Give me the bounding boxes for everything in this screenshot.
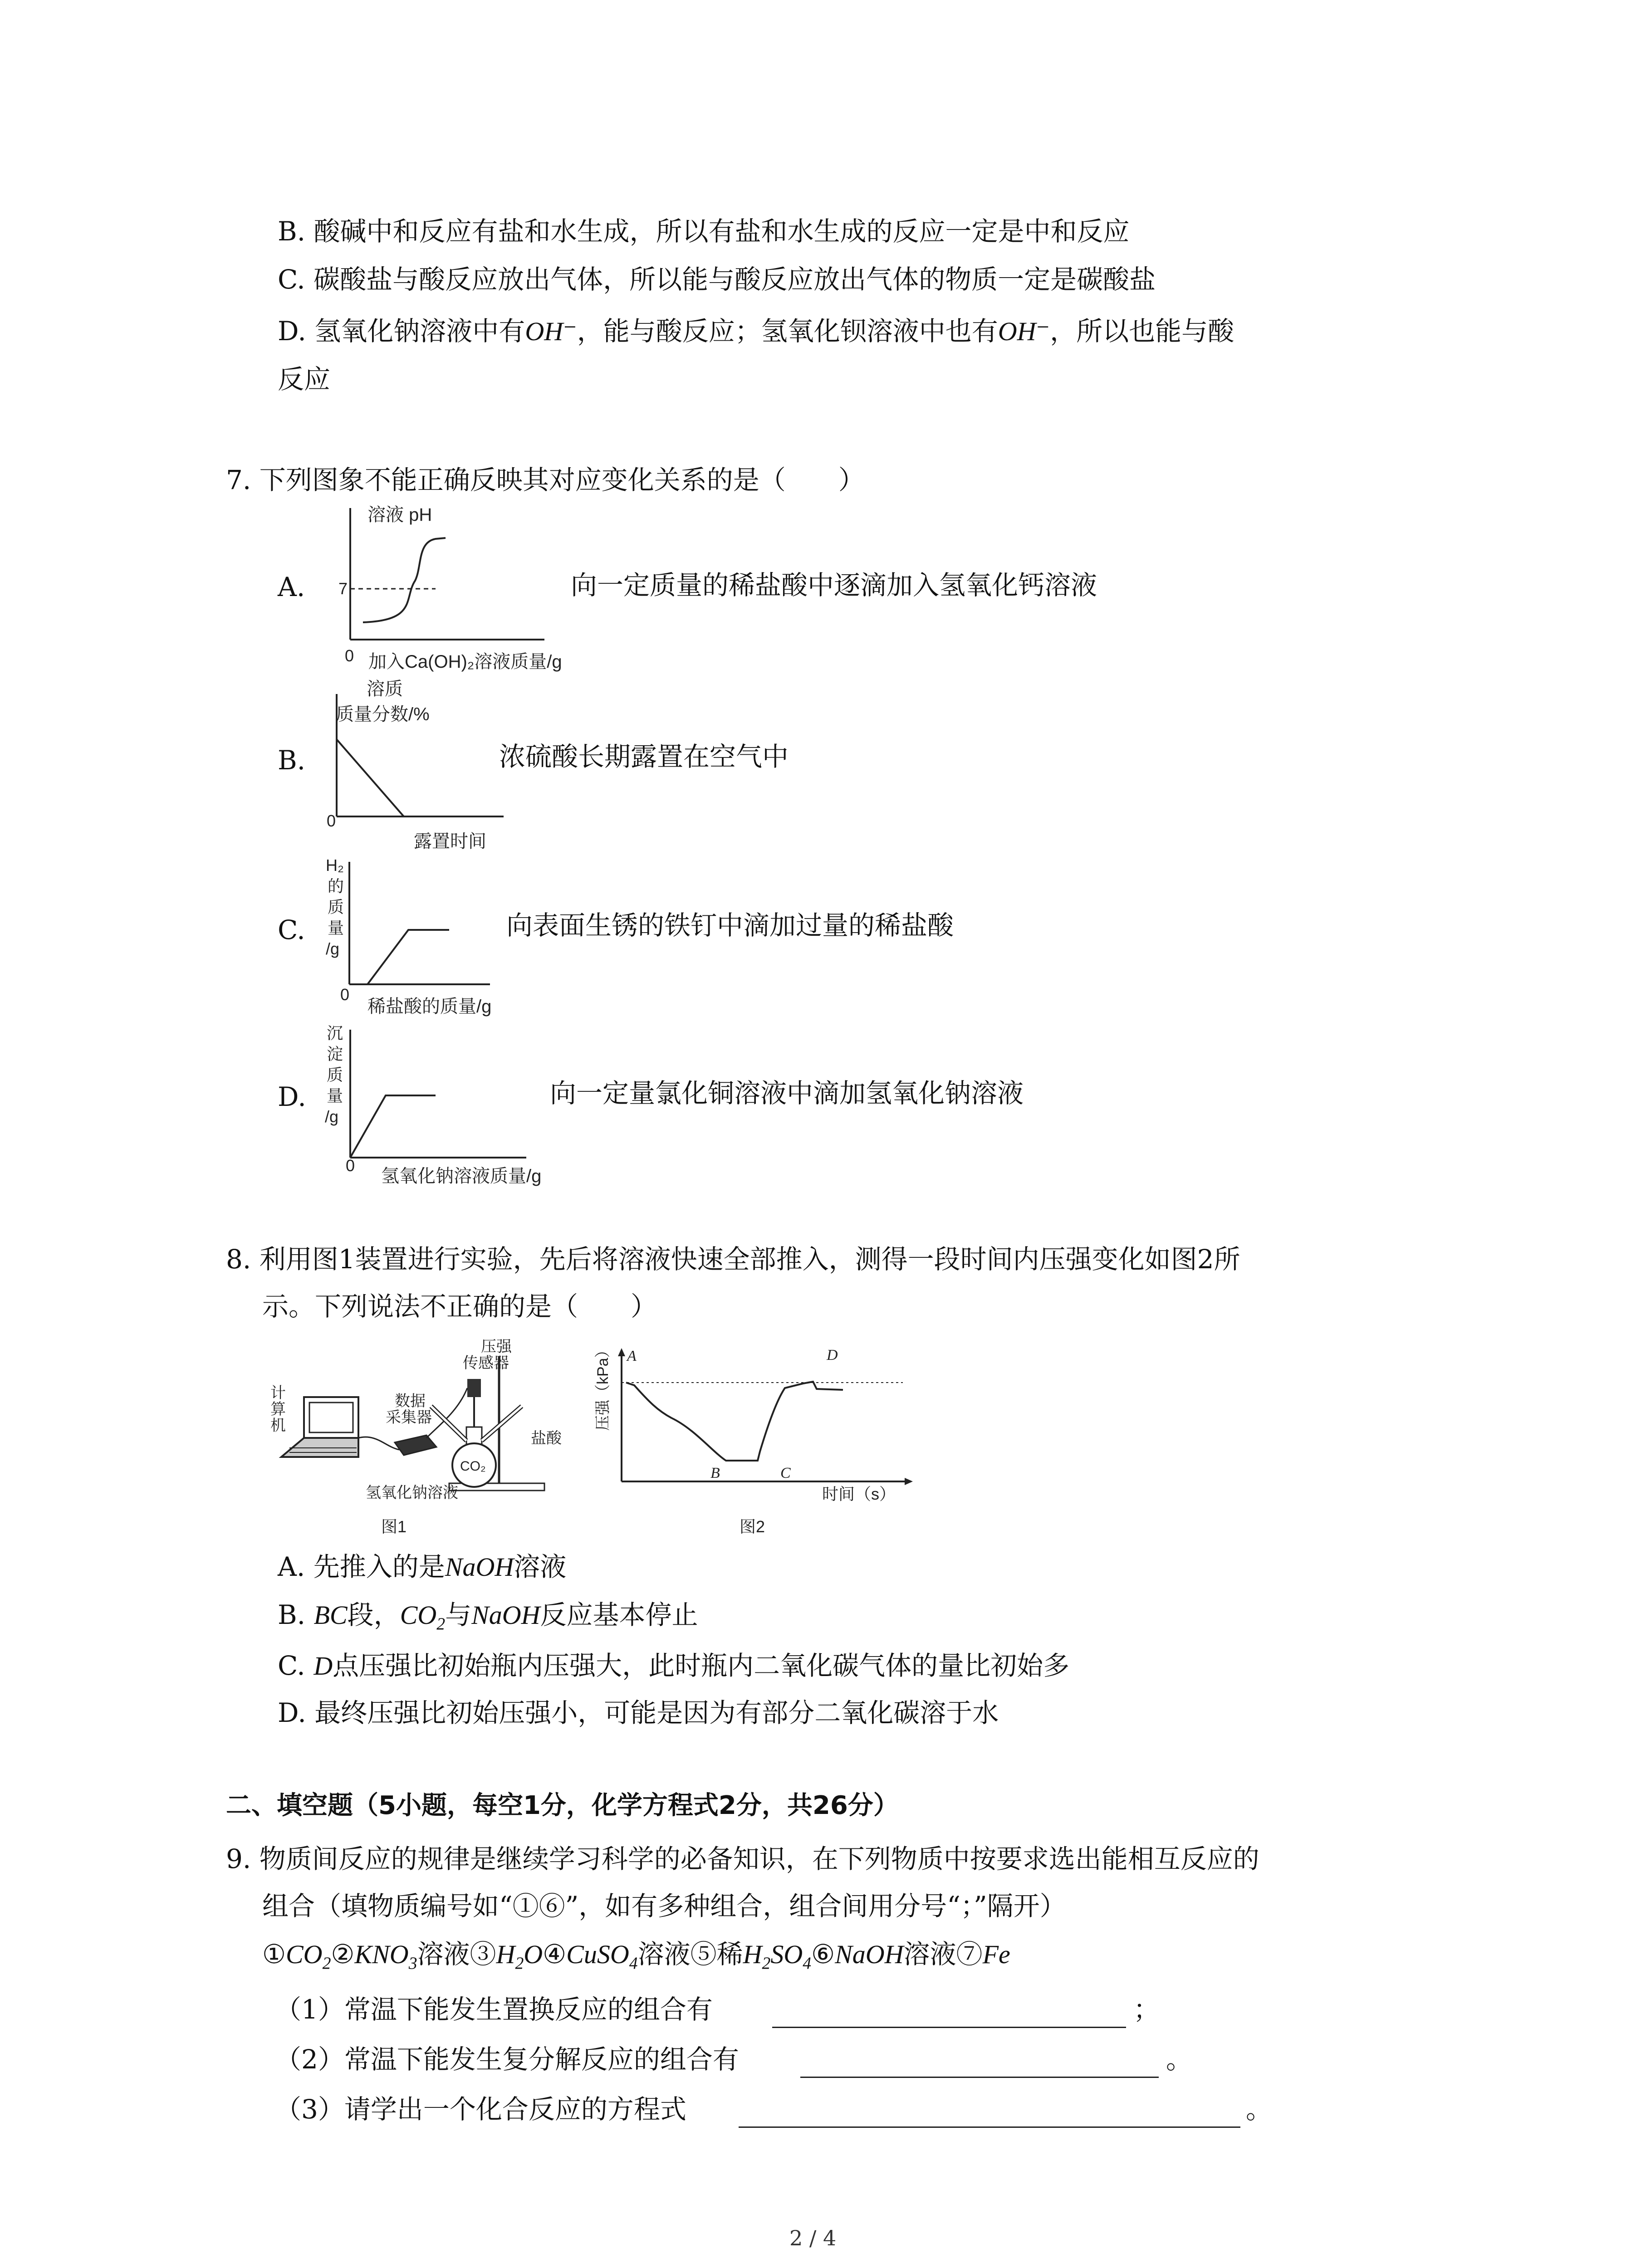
q7-a-origin: 0 (345, 646, 354, 665)
q9-sub2-prompt: （2）常温下能发生复分解反应的组合有 (275, 2044, 739, 2075)
q7-a-y-label: 溶液 pH (367, 505, 432, 525)
q9-sub1-answer-blank[interactable] (772, 2027, 1126, 2028)
q7-b-x-label: 露置时间 (414, 831, 486, 851)
q7-d-y-label-1: 沉 (327, 1024, 343, 1042)
fig1-acid-label: 盐酸 (531, 1430, 562, 1447)
fig2-caption: 图2 (740, 1517, 765, 1536)
q7-b-origin: 0 (327, 811, 336, 830)
q9-sub2-answer-blank[interactable] (800, 2077, 1159, 2078)
q7-option-a-text: 向一定质量的稀盐酸中逐滴加入氢氧化钙溶液 (571, 570, 1097, 601)
q6-option-c: C. 碳酸盐与酸反应放出气体，所以能与酸反应放出气体的物质一定是碳酸盐 (278, 264, 1156, 295)
q9-sub1-end: ； (1133, 1994, 1160, 2025)
q7-d-y-label-4: 量 (327, 1086, 343, 1105)
fig1-computer-label-3: 机 (270, 1417, 286, 1434)
fig1-caption: 图1 (381, 1517, 407, 1536)
fig1-collector-label-2: 采集器 (386, 1409, 432, 1426)
fig2-point-d: D (827, 1347, 838, 1364)
q9-sub2-end: 。 (1166, 2044, 1193, 2075)
syringe-left-icon (431, 1406, 466, 1441)
q7-graph-c (318, 848, 526, 1025)
fig1-sensor-label-2: 传感器 (463, 1354, 509, 1372)
fig1-computer-label-2: 算 (270, 1401, 286, 1418)
fig2-y-label: 压强（kPa） (594, 1342, 612, 1431)
q7-d-y-label-2: 淀 (327, 1045, 343, 1063)
fig1-base-label: 氢氧化钠溶液 (366, 1484, 458, 1501)
q7-option-c-letter: C. (278, 914, 305, 945)
q9-sub3-end: 。 (1246, 2094, 1273, 2125)
q7-option-b-letter: B. (278, 745, 306, 776)
fig2-x-label: 时间（s） (822, 1485, 896, 1503)
q7-a-x-label: 加入Ca(OH)₂溶液质量/g (368, 652, 562, 672)
q8-figure-2-pressure-curve (594, 1338, 921, 1538)
q8-figure-1-apparatus (268, 1338, 603, 1538)
q7-b-y-label-1: 溶质 (367, 679, 403, 699)
q7-c-origin: 0 (340, 985, 350, 1004)
q7-c-x-label: 稀盐酸的质量/g (367, 997, 492, 1017)
q9-sub3-prompt: （3）请学出一个化合反应的方程式 (275, 2094, 686, 2125)
q8-option-a: A. 先推入的是NaOH溶液 (278, 1551, 567, 1582)
q7-option-d-letter: D. (278, 1081, 306, 1112)
q7-option-b-text: 浓硫酸长期露置在空气中 (499, 741, 789, 772)
q7-c-y-label-5: /g (326, 939, 340, 958)
fig1-sensor-label-1: 压强 (481, 1338, 512, 1355)
fig2-point-b: B (710, 1465, 720, 1481)
syringe-right-icon (482, 1406, 522, 1441)
q7-d-x-label: 氢氧化钠溶液质量/g (381, 1166, 542, 1186)
q7-c-y-label-2: 的 (328, 877, 344, 895)
section-2-heading: 二、填空题（5小题，每空1分，化学方程式2分，共26分） (226, 1791, 899, 1820)
q7-graph-a (327, 499, 599, 680)
q8-option-d: D. 最终压强比初始压强小，可能是因为有部分二氧化碳溶于水 (278, 1697, 999, 1728)
fig1-computer-label-1: 计 (270, 1384, 286, 1402)
q7-b-y-label-2: 质量分数/% (336, 704, 430, 724)
q8-option-c: C. D点压强比初始瓶内压强大，此时瓶内二氧化碳气体的量比初始多 (278, 1650, 1070, 1681)
q7-c-y-label-4: 量 (328, 919, 344, 937)
q9-sub1-prompt: （1）常温下能发生置换反应的组合有 (275, 1994, 713, 2025)
data-collector-icon (395, 1435, 436, 1455)
fig2-point-a: A (627, 1348, 637, 1364)
q7-d-origin: 0 (346, 1156, 355, 1175)
fig2-point-c: C (780, 1465, 791, 1481)
q6-option-b: B. 酸碱中和反应有盐和水生成，所以有盐和水生成的反应一定是中和反应 (278, 216, 1130, 247)
q7-a-tick-7: 7 (338, 579, 348, 598)
q7-option-c-text: 向表面生锈的铁钉中滴加过量的稀盐酸 (506, 910, 954, 941)
q9-substance-list: $①CO_2②KNO_3$溶液$③H_2O④CuSO_4$溶液⑤稀$H_2SO_4⑥NaOH$溶液⑦Fe (262, 1939, 1010, 1973)
q7-d-y-label-5: /g (325, 1107, 339, 1126)
q6-option-d-line1: D. 氢氧化钠溶液中有OH⁻，能与酸反应；氢氧化钡溶液中也有OH⁻，所以也能与酸 (278, 316, 1234, 347)
q9-sub3-answer-blank[interactable] (739, 2126, 1240, 2128)
q7-option-a-letter: A. (278, 572, 305, 602)
q7-option-d-text: 向一定量氯化铜溶液中滴加氢氧化钠溶液 (550, 1078, 1024, 1109)
q8-option-b: B. BC段，$CO_2$与NaOH反应基本停止 (278, 1599, 698, 1634)
q7-graph-d (318, 1021, 563, 1202)
q7-stem: 7. 下列图象不能正确反映其对应变化关系的是（ ） (226, 464, 865, 495)
page-number: 2 / 4 (789, 2226, 837, 2250)
q7-d-y-label-3: 质 (327, 1066, 343, 1084)
pressure-sensor-icon (467, 1379, 481, 1429)
q7-c-y-label-1: H₂ (326, 856, 344, 875)
q7-c-y-label-3: 质 (328, 898, 344, 916)
q7-graph-b (313, 680, 531, 862)
laptop-icon (281, 1397, 358, 1457)
fig1-gas-label: CO₂ (460, 1459, 486, 1474)
q8-stem-line2: 示。下列说法不正确的是（ ） (262, 1291, 657, 1322)
q6-option-d-line2: 反应 (278, 364, 331, 395)
q8-stem-line1: 8. 利用图1装置进行实验，先后将溶液快速全部推入，测得一段时间内压强变化如图2所 (226, 1244, 1240, 1275)
fig1-collector-label-1: 数据 (395, 1393, 426, 1410)
q9-line1: 9. 物质间反应的规律是继续学习科学的必备知识，在下列物质中按要求选出能相互反应的 (226, 1843, 1259, 1874)
q9-line2: 组合（填物质编号如“①⑥”，如有多种组合，组合间用分号“；”隔开） (262, 1891, 1066, 1921)
